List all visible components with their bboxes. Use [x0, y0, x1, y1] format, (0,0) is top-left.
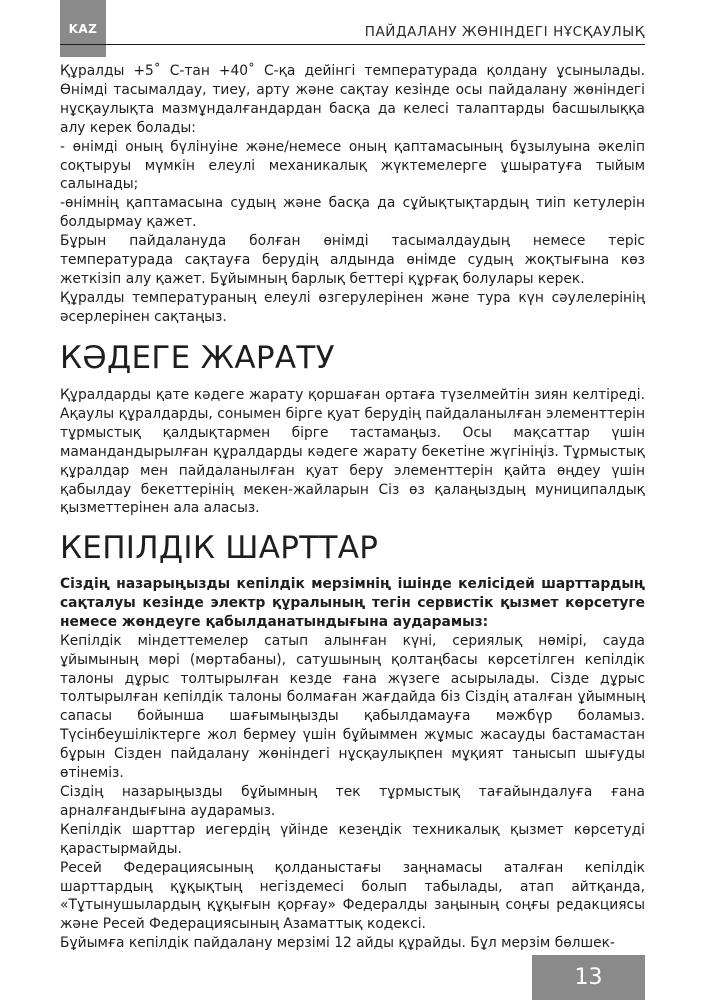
- warranty-paragraph: Ресей Федерациясының қолданыстағы заңнамасы аталған кепілдік шарттардың құқықтың негіздемесі болып табылады, атап айтқанда, «Тұтынушылардың құқығын қорғау» Федералды заңының соңғы редакциясы және Ресей Федерациясының Азаматтық кодексі.: [60, 859, 645, 933]
- warranty-paragraph: Кепілдік міндеттемелер сатып алынған күні, сериялық нөмірі, сауда ұйымының мөрі (мөртабаны), сатушының қолтаңбасы көрсетілген кепілдік талоны дұрыс толтырылған кезде ғана жүзеге асырылады. Сізде дұрыс толтырылған кепілдік талоны болмаған жағдайда біз Сіздің аталған ұйымның сапасы бойынша шағымыңызды қабылдамауға мәжбүр боламыз. Түсінбеушіліктерге жол бермеу үшін бұйыммен жұмыс жасауды бастамастан бұрын Сізден пайдалану жөніндегі нұсқаулықпен мұқият танысып шығуды өтінеміз.: [60, 632, 645, 782]
- warranty-lead: Сіздің назарыңызды кепілдік мерзімнің ішінде келісідей шарттардың сақталуы кезінде электр құралының тегін сервистік қызмет көрсетуге немесе жөндеуге қабылданатындығына аударамыз:: [60, 576, 645, 630]
- language-tab: KAZ: [60, 0, 106, 57]
- intro-paragraph: Құралды +5˚ С-тан +40˚ С-қа дейінгі температурада қолдану ұсынылады. Өнімді тасымалдау, тиеу, арту және сақтау кезінде осы пайдалану жөніндегі нұсқаулықта мазмұндалғандардан басқа да келесі талаптарды басшылыққа алу керек болады:: [60, 63, 645, 136]
- warranty-section: [60, 530, 645, 953]
- intro-paragraph: Бұрын пайдалануда болған өнімді тасымалдаудың немесе теріс температурада сақтауға берудің алдында өнімде судың жоқтығына көз жеткізіп алу қажет. Бұйымның барлық беттері құрғақ болулары керек.: [60, 233, 645, 287]
- disposal-section: [60, 340, 645, 518]
- intro-paragraph: Құралды температураның елеулі өзгерулерінен және тура күн сәулелерінің әсерлерінен сақтаңыз.: [60, 289, 645, 325]
- page-number: 13: [532, 955, 645, 1000]
- page-header-title: ПАЙДАЛАНУ ЖӨНІНДЕГІ НҰСҚАУЛЫҚ: [364, 24, 645, 40]
- disposal-heading: КӘДЕГЕ ЖАРАТУ: [60, 340, 335, 376]
- disposal-text: Құралдарды қате кәдеге жарату қоршаған ортаға түзелмейтін зиян келтіреді. Ақаулы құралдарды, сонымен бірге қуат берудің пайдаланылған элементтерін тұрмыстық қалдықтармен бірге тастамаңыз. Осы мақсаттар үшін мамандандырылған құралдарды кәдеге жарату бекетіне жүгініңіз. Тұрмыстық құралдар мен пайдаланылған қуат беру элементтерін қайта өңдеу үшін қабылдау бекеттерінің мекен-жайларын Сіз өз қалаңыздың муниципалдық қызметтерінен ала аласыз.: [60, 387, 645, 517]
- header-divider: [60, 44, 645, 45]
- intro-paragraph: - өнімді оның бүлінуіне және/немесе оның қаптамасының бұзылуына әкеліп соқтыруы мүмкін елеулі механикалық жүктемелерге ұшыратуға тыйым салынады;: [60, 138, 645, 193]
- warranty-paragraph: Бұйымға кепілдік пайдалану мерзімі 12 айды құрайды. Бұл мерзім бөлшек-: [60, 935, 615, 952]
- warranty-paragraph: Сіздің назарыңызды бұйымның тек тұрмыстық тағайындалуға ғана арналғандығына аударамыз.: [60, 783, 645, 819]
- intro-paragraph: -өнімнің қаптамасына судың және басқа да сұйықтықтардың тиіп кетулерін болдырмау қажет.: [60, 195, 645, 231]
- warranty-paragraph: Кепілдік шарттар иегердің үйінде кезеңдік техникалық қызмет көрсетуді қарастырмайды.: [60, 821, 645, 857]
- warranty-heading: КЕПІЛДІК ШАРТТАР: [60, 530, 379, 566]
- intro-section: [60, 62, 645, 327]
